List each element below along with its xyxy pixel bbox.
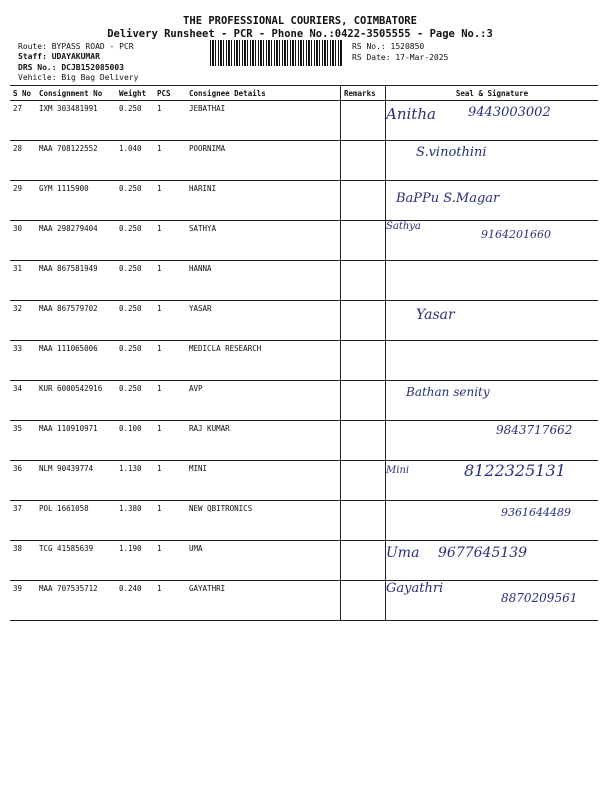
cell-remarks	[341, 181, 386, 221]
cell-consignee: HANNA	[186, 261, 341, 301]
cell-sno: 37	[10, 501, 36, 541]
signature-text: Sathya	[386, 221, 421, 232]
cell-remarks	[341, 341, 386, 381]
cell-sno: 32	[10, 301, 36, 341]
table-row	[10, 421, 598, 461]
col-weight: Weight	[116, 86, 154, 101]
cell-consignment-no: MAA 110910971	[36, 421, 116, 461]
company-title: THE PROFESSIONAL COURIERS, COIMBATORE	[183, 15, 417, 27]
cell-consignee: NEW QBITRONICS	[186, 501, 341, 541]
cell-remarks	[341, 141, 386, 181]
cell-pcs: 1	[154, 181, 186, 221]
cell-sno: 29	[10, 181, 36, 221]
drs-label: DRS No.: DCJB152085003	[18, 63, 124, 72]
signature-phone: 8870209561	[501, 591, 578, 605]
cell-remarks	[341, 261, 386, 301]
signature-phone: 8122325131	[464, 461, 566, 480]
table-row	[10, 101, 598, 141]
staff-label: Staff: UDAYAKUMAR	[18, 52, 100, 61]
signature-phone: 9443003002	[468, 105, 551, 120]
cell-remarks	[341, 221, 386, 261]
cell-signature	[386, 341, 599, 381]
rs-number: RS No.: 1520850	[352, 42, 425, 51]
signature-text: 9361644489	[501, 506, 571, 519]
cell-consignee: RAJ KUMAR	[186, 421, 341, 461]
cell-consignee: MINI	[186, 461, 341, 501]
cell-sno: 39	[10, 581, 36, 621]
signature-text: Anitha	[386, 105, 436, 123]
cell-sno: 35	[10, 421, 36, 461]
cell-consignment-no: IXM 303481991	[36, 101, 116, 141]
table-row	[10, 541, 598, 581]
runsheet-table	[10, 85, 598, 621]
cell-consignment-no: KUR 6000542916	[36, 381, 116, 421]
table-row	[10, 181, 598, 221]
cell-consignment-no: POL 1661058	[36, 501, 116, 541]
cell-consignee: SATHYA	[186, 221, 341, 261]
cell-weight: 0.100	[116, 421, 154, 461]
cell-sno: 34	[10, 381, 36, 421]
col-remarks: Remarks	[341, 86, 386, 101]
cell-consignment-no: MAA 298279404	[36, 221, 116, 261]
table-row	[10, 221, 598, 261]
signature-text: BaPPu S.Magar	[396, 191, 500, 206]
cell-consignee: HARINI	[186, 181, 341, 221]
cell-pcs: 1	[154, 541, 186, 581]
cell-consignee: GAYATHRI	[186, 581, 341, 621]
table-row	[10, 301, 598, 341]
cell-sno: 27	[10, 101, 36, 141]
signature-text: 9843717662	[496, 423, 573, 437]
cell-signature	[386, 541, 599, 581]
cell-signature	[386, 381, 599, 421]
cell-weight: 0.250	[116, 221, 154, 261]
cell-remarks	[341, 541, 386, 581]
cell-weight: 0.250	[116, 381, 154, 421]
col-pcs: PCS	[154, 86, 186, 101]
cell-signature	[386, 501, 599, 541]
cell-remarks	[341, 581, 386, 621]
cell-weight: 1.130	[116, 461, 154, 501]
cell-weight: 0.250	[116, 301, 154, 341]
runsheet-title: Delivery Runsheet - PCR - Phone No.:0422-3505555 - Page No.:3	[107, 28, 493, 40]
col-seal-signature: Seal & Signature	[386, 86, 599, 101]
cell-signature	[386, 301, 599, 341]
cell-pcs: 1	[154, 261, 186, 301]
col-consignment: Consignment No	[36, 86, 116, 101]
route-label: Route: BYPASS ROAD - PCR	[18, 42, 134, 51]
cell-remarks	[341, 501, 386, 541]
cell-sno: 30	[10, 221, 36, 261]
cell-remarks	[341, 381, 386, 421]
signature-text: Yasar	[416, 307, 455, 323]
table-row	[10, 501, 598, 541]
cell-consignee: JEBATHAI	[186, 101, 341, 141]
cell-consignment-no: MAA 707535712	[36, 581, 116, 621]
cell-weight: 1.190	[116, 541, 154, 581]
cell-consignment-no: TCG 41585639	[36, 541, 116, 581]
table-row	[10, 341, 598, 381]
vehicle-label: Vehicle: Big Bag Delivery	[18, 73, 139, 82]
cell-remarks	[341, 461, 386, 501]
signature-text: Mini	[386, 465, 410, 476]
cell-consignee: AVP	[186, 381, 341, 421]
cell-consignee: POORNIMA	[186, 141, 341, 181]
cell-consignment-no: MAA 867581949	[36, 261, 116, 301]
cell-remarks	[341, 421, 386, 461]
cell-weight: 0.240	[116, 581, 154, 621]
cell-sno: 31	[10, 261, 36, 301]
signature-phone: 9677645139	[438, 545, 528, 561]
cell-pcs: 1	[154, 221, 186, 261]
cell-signature	[386, 421, 599, 461]
signature-phone: 9164201660	[481, 228, 551, 241]
cell-sno: 38	[10, 541, 36, 581]
table-row	[10, 381, 598, 421]
cell-pcs: 1	[154, 421, 186, 461]
table-header-row	[10, 86, 598, 101]
cell-pcs: 1	[154, 501, 186, 541]
barcode	[210, 40, 343, 66]
cell-sno: 36	[10, 461, 36, 501]
cell-signature	[386, 461, 599, 501]
signature-text: Bathan senity	[406, 385, 490, 399]
rs-date: RS Date: 17-Mar-2025	[352, 53, 449, 62]
col-sno: S No	[10, 86, 36, 101]
cell-signature	[386, 101, 599, 141]
cell-pcs: 1	[154, 461, 186, 501]
signature-text: Gayathri	[386, 581, 444, 596]
cell-weight: 0.250	[116, 261, 154, 301]
cell-pcs: 1	[154, 581, 186, 621]
cell-sno: 28	[10, 141, 36, 181]
cell-pcs: 1	[154, 141, 186, 181]
cell-signature	[386, 581, 599, 621]
signature-text: Uma	[386, 545, 420, 561]
cell-pcs: 1	[154, 341, 186, 381]
cell-consignment-no: MAA 867579702	[36, 301, 116, 341]
cell-weight: 0.250	[116, 181, 154, 221]
table-row	[10, 581, 598, 621]
table-row	[10, 141, 598, 181]
cell-pcs: 1	[154, 381, 186, 421]
cell-remarks	[341, 101, 386, 141]
cell-signature	[386, 261, 599, 301]
cell-consignee: UMA	[186, 541, 341, 581]
cell-signature	[386, 141, 599, 181]
cell-weight: 1.380	[116, 501, 154, 541]
cell-consignment-no: MAA 111065006	[36, 341, 116, 381]
cell-weight: 0.250	[116, 101, 154, 141]
cell-consignee: YASAR	[186, 301, 341, 341]
cell-pcs: 1	[154, 101, 186, 141]
cell-signature	[386, 181, 599, 221]
cell-consignment-no: NLM 90439774	[36, 461, 116, 501]
col-consignee: Consignee Details	[186, 86, 341, 101]
cell-consignee: MEDICLA RESEARCH	[186, 341, 341, 381]
cell-signature	[386, 221, 599, 261]
cell-weight: 0.250	[116, 341, 154, 381]
cell-weight: 1.040	[116, 141, 154, 181]
cell-consignment-no: GYM 1115900	[36, 181, 116, 221]
table-row	[10, 261, 598, 301]
cell-sno: 33	[10, 341, 36, 381]
table-row	[10, 461, 598, 501]
cell-remarks	[341, 301, 386, 341]
cell-consignment-no: MAA 708122552	[36, 141, 116, 181]
cell-pcs: 1	[154, 301, 186, 341]
signature-text: S.vinothini	[416, 145, 487, 160]
